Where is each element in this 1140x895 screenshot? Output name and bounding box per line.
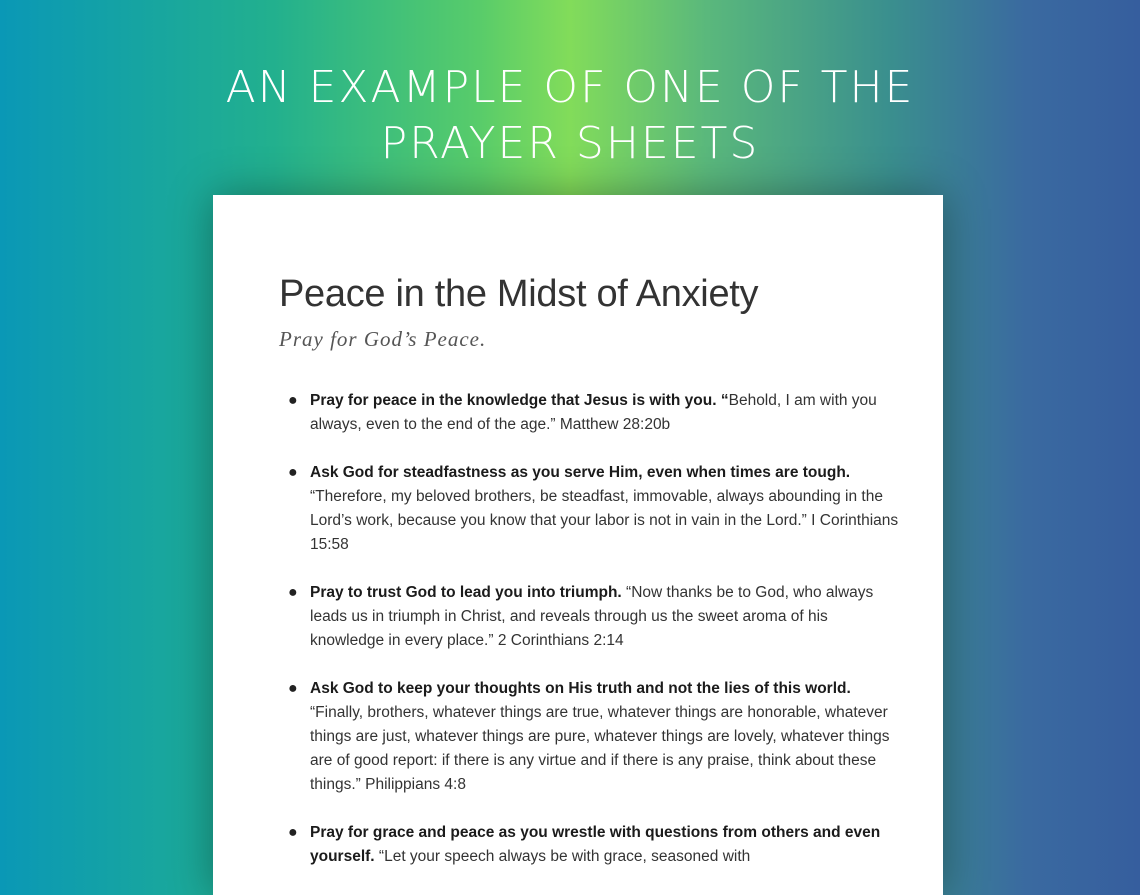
prayer-verse: “Let your speech always be with grace, seasoned with [374,848,751,865]
sheet-subtitle: Pray for God’s Peace. [279,327,487,351]
prayer-verse: “Therefore, my beloved brothers, be steadfast, immovable, always abounding in the Lord’s work, because you know that your labor is not in vain in the Lord.” I Corinthians 15:58 [310,488,899,553]
bullet-icon: ● [288,680,298,697]
banner-line-2: PRAYER SHEETS [380,118,760,169]
prayer-lead: Pray for grace and peace as you wrestle with questions from others and even yourself. [310,824,881,865]
bullet-icon: ● [288,392,298,409]
bullet-icon: ● [288,824,298,841]
bullet-icon: ● [288,464,298,481]
prayer-list [288,389,900,893]
prayer-verse: Behold, I am with you always, even to the end of the age.” Matthew 28:20b [310,392,877,433]
prayer-lead: Pray to trust God to lead you into triumph. [310,584,622,601]
prayer-lead: Ask God to keep your thoughts on His truth and not the lies of this world. [310,680,851,697]
banner-headline [0,60,1140,172]
prayer-verse: “Finally, brothers, whatever things are true, whatever things are honorable, whatever things are just, whatever things are pure, whatever things are lovely, whatever things are of good report: if there is any virtue and if there is any praise, think about these things.” Philippians 4:8 [310,704,890,793]
prayer-lead: Pray for peace in the knowledge that Jesus is with you. “ [310,392,729,409]
prayer-item [288,581,900,653]
prayer-item [288,461,900,557]
prayer-item [288,677,900,797]
sheet-title: Peace in the Midst of Anxiety [279,273,759,315]
prayer-lead: Ask God for steadfastness as you serve Him, even when times are tough. [310,464,851,481]
prayer-sheet [213,195,943,895]
banner-line-1: AN EXAMPLE OF ONE OF THE [225,62,915,113]
prayer-verse: “Now thanks be to God, who always leads us in triumph in Christ, and reveals through us the sweet aroma of his knowledge in every place.” 2 Corinthians 2:14 [310,584,874,649]
prayer-item [288,389,900,437]
bullet-icon: ● [288,584,298,601]
prayer-item [288,821,900,869]
